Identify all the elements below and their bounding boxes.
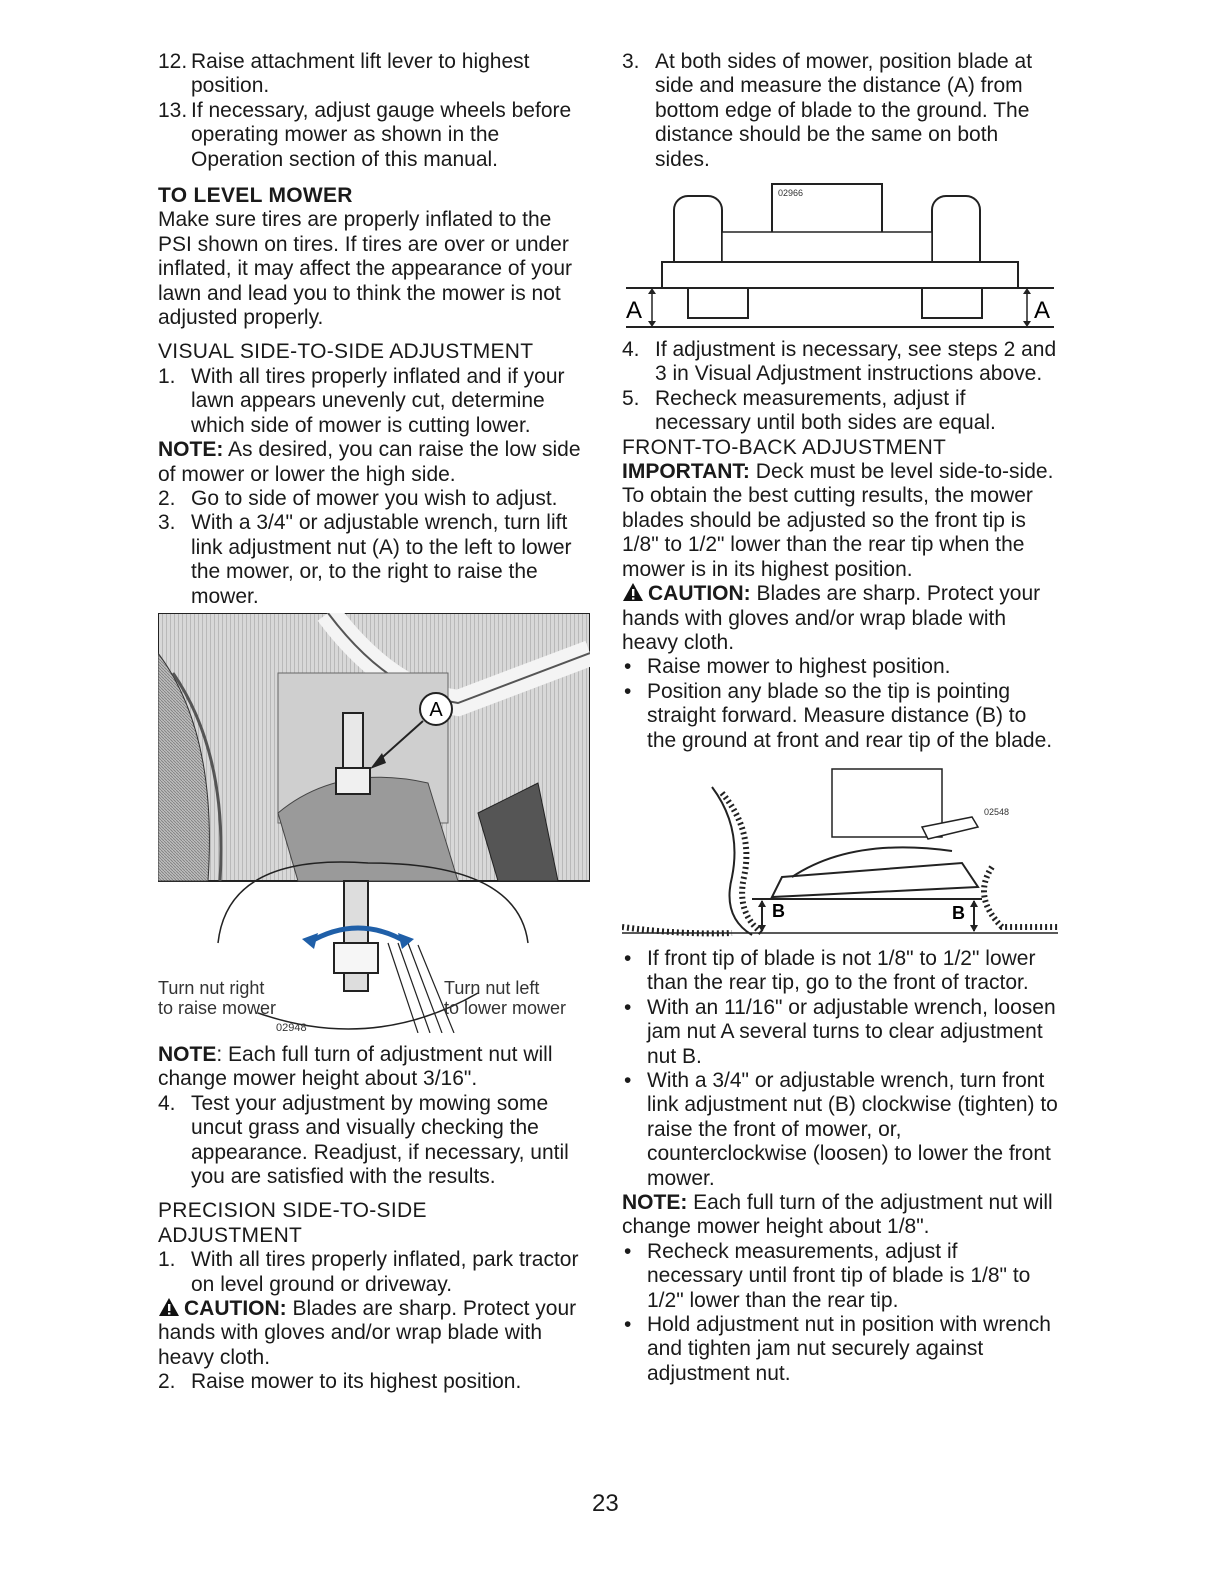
- figure-code-02966: 02966: [778, 188, 804, 199]
- visual-side-to-side-heading: VISUAL SIDE-TO-SIDE ADJUSTMENT: [158, 340, 534, 364]
- caution-2: CAUTION: Blades are sharp. Protect your hands with gloves and/or wrap blade with heavy cloth.: [622, 582, 1041, 654]
- bullet-raise-mower: • Raise mower to highest position.: [624, 655, 951, 679]
- bullet-front-tip: • If front tip of blade is not 1/8" to 1/2" lower than the rear tip, go to the front of tractor.: [624, 946, 1036, 995]
- adjustment-nut: [336, 768, 370, 794]
- deck-side: [772, 863, 978, 897]
- step-12: 12. Raise attachment lift lever to highest position.: [158, 50, 530, 98]
- front-to-back-measure-figure: [622, 767, 1058, 937]
- level-mower-text: Make sure tires are properly inflated to the PSI shown on tires. If tires are over or under inflated, it may affect the appearance of your lawn and lead you to think the mower is not adjusted properly.: [158, 208, 573, 330]
- warning-icon: [622, 582, 644, 602]
- page-number: 23: [592, 1490, 619, 1517]
- measure-a-left: A: [626, 297, 643, 325]
- precision-step-2: 2. Raise mower to its highest position.: [158, 1370, 522, 1394]
- precision-heading-line-2: ADJUSTMENT: [158, 1223, 303, 1247]
- turn-left-label: Turn nut left: [444, 977, 540, 998]
- figure-code-02548: 02548: [984, 806, 1010, 817]
- callout-a-label: A: [429, 698, 443, 721]
- lower-mower-label: to lower mower: [444, 997, 567, 1018]
- important-note: IMPORTANT: Deck must be level side-to-side.: [622, 460, 1054, 484]
- measure-b-rear: B: [952, 902, 965, 923]
- precision-step-5: 5. Recheck measurements, adjust if necessary until both sides are equal.: [622, 386, 996, 435]
- step-13: 13. If necessary, adjust gauge wheels before operating mower as shown in the Operation section of this manual.: [158, 98, 572, 171]
- measure-a-right: A: [1034, 297, 1051, 325]
- side-to-side-measure-figure: [622, 182, 1058, 332]
- precision-step-3: 3. At both sides of mower, position blade at side and measure the distance (A) from bottom edge of blade to the ground. The distance should be the same on both sides.: [622, 50, 1033, 171]
- note-3: NOTE: Each full turn of the adjustment nut will change mower height about 1/8".: [622, 1191, 1053, 1239]
- raise-mower-label: to raise mower: [158, 997, 277, 1018]
- to-level-mower-heading: TO LEVEL MOWER: [158, 184, 353, 208]
- zoom-nut: [334, 943, 378, 973]
- turn-right-label: Turn nut right: [158, 977, 265, 998]
- obtain-text: To obtain the best cutting results, the mower blades should be adjusted so the front tip is 1/8" to 1/2" lower than the rear tip when the mower is in its highest position.: [622, 484, 1033, 581]
- precision-heading-line-1: PRECISION SIDE-TO-SIDE: [158, 1199, 427, 1223]
- bullet-position-blade: • Position any blade so the tip is pointing straight forward. Measure distance (B) to the ground at front and rear tip of the blade.: [624, 679, 1053, 752]
- visual-step-2: 2. Go to side of mower you wish to adjust.: [158, 486, 558, 510]
- right-column: [622, 50, 1058, 1386]
- lift-link-adjustment-figure: [158, 613, 590, 1033]
- zoom-rod: [344, 881, 368, 991]
- bullet-loosen-jam-nut: • With an 11/16" or adjustable wrench, loosen jam nut A several turns to clear adjustment nut B.: [624, 995, 1056, 1068]
- visual-step-3: 3. With a 3/4" or adjustable wrench, turn lift link adjustment nut (A) to the left to lower the mower, or, to the right to raise the mower.: [158, 511, 572, 608]
- rear-tire-edge: [984, 867, 1058, 927]
- warning-icon: [158, 1297, 180, 1317]
- mower-deck: [662, 262, 1018, 288]
- left-column: [158, 50, 590, 1395]
- measure-b-front: B: [772, 900, 785, 921]
- visual-step-4: 4. Test your adjustment by mowing some uncut grass and visually checking the appearance. Readjust, if necessary, until you are satisfied with the results.: [158, 1091, 569, 1188]
- bullet-turn-front-link: • With a 3/4" or adjustable wrench, turn front link adjustment nut (B) clockwise (tighten) to raise the front of mower, or, counterclockwise (loosen) to lower the front mower.: [624, 1068, 1058, 1190]
- note-1: NOTE: As desired, you can raise the low side of mower or lower the high side.: [158, 438, 581, 486]
- precision-step-4: 4. If adjustment is necessary, see steps 2 and 3 in Visual Adjustment instructions above.: [622, 338, 1057, 386]
- visual-step-1: 1. With all tires properly inflated and if your lawn appears unevenly cut, determine which side of mower is cutting lower.: [158, 364, 565, 437]
- precision-step-1: 1. With all tires properly inflated, park tractor on level ground or driveway.: [158, 1248, 579, 1296]
- caution-1: CAUTION: Blades are sharp. Protect your hands with gloves and/or wrap blade with heavy cloth.: [158, 1297, 577, 1369]
- bullet-hold-nut: • Hold adjustment nut in position with wrench and tighten jam nut securely against adjustment nut.: [624, 1313, 1051, 1385]
- figure-code: 02948: [276, 1021, 307, 1033]
- front-to-back-heading: FRONT-TO-BACK ADJUSTMENT: [622, 435, 947, 459]
- note-2: NOTE: Each full turn of adjustment nut will change mower height about 3/16".: [158, 1042, 553, 1091]
- bullet-recheck: • Recheck measurements, adjust if necessary until front tip of blade is 1/8" to 1/2" lower than the rear tip.: [624, 1239, 1031, 1312]
